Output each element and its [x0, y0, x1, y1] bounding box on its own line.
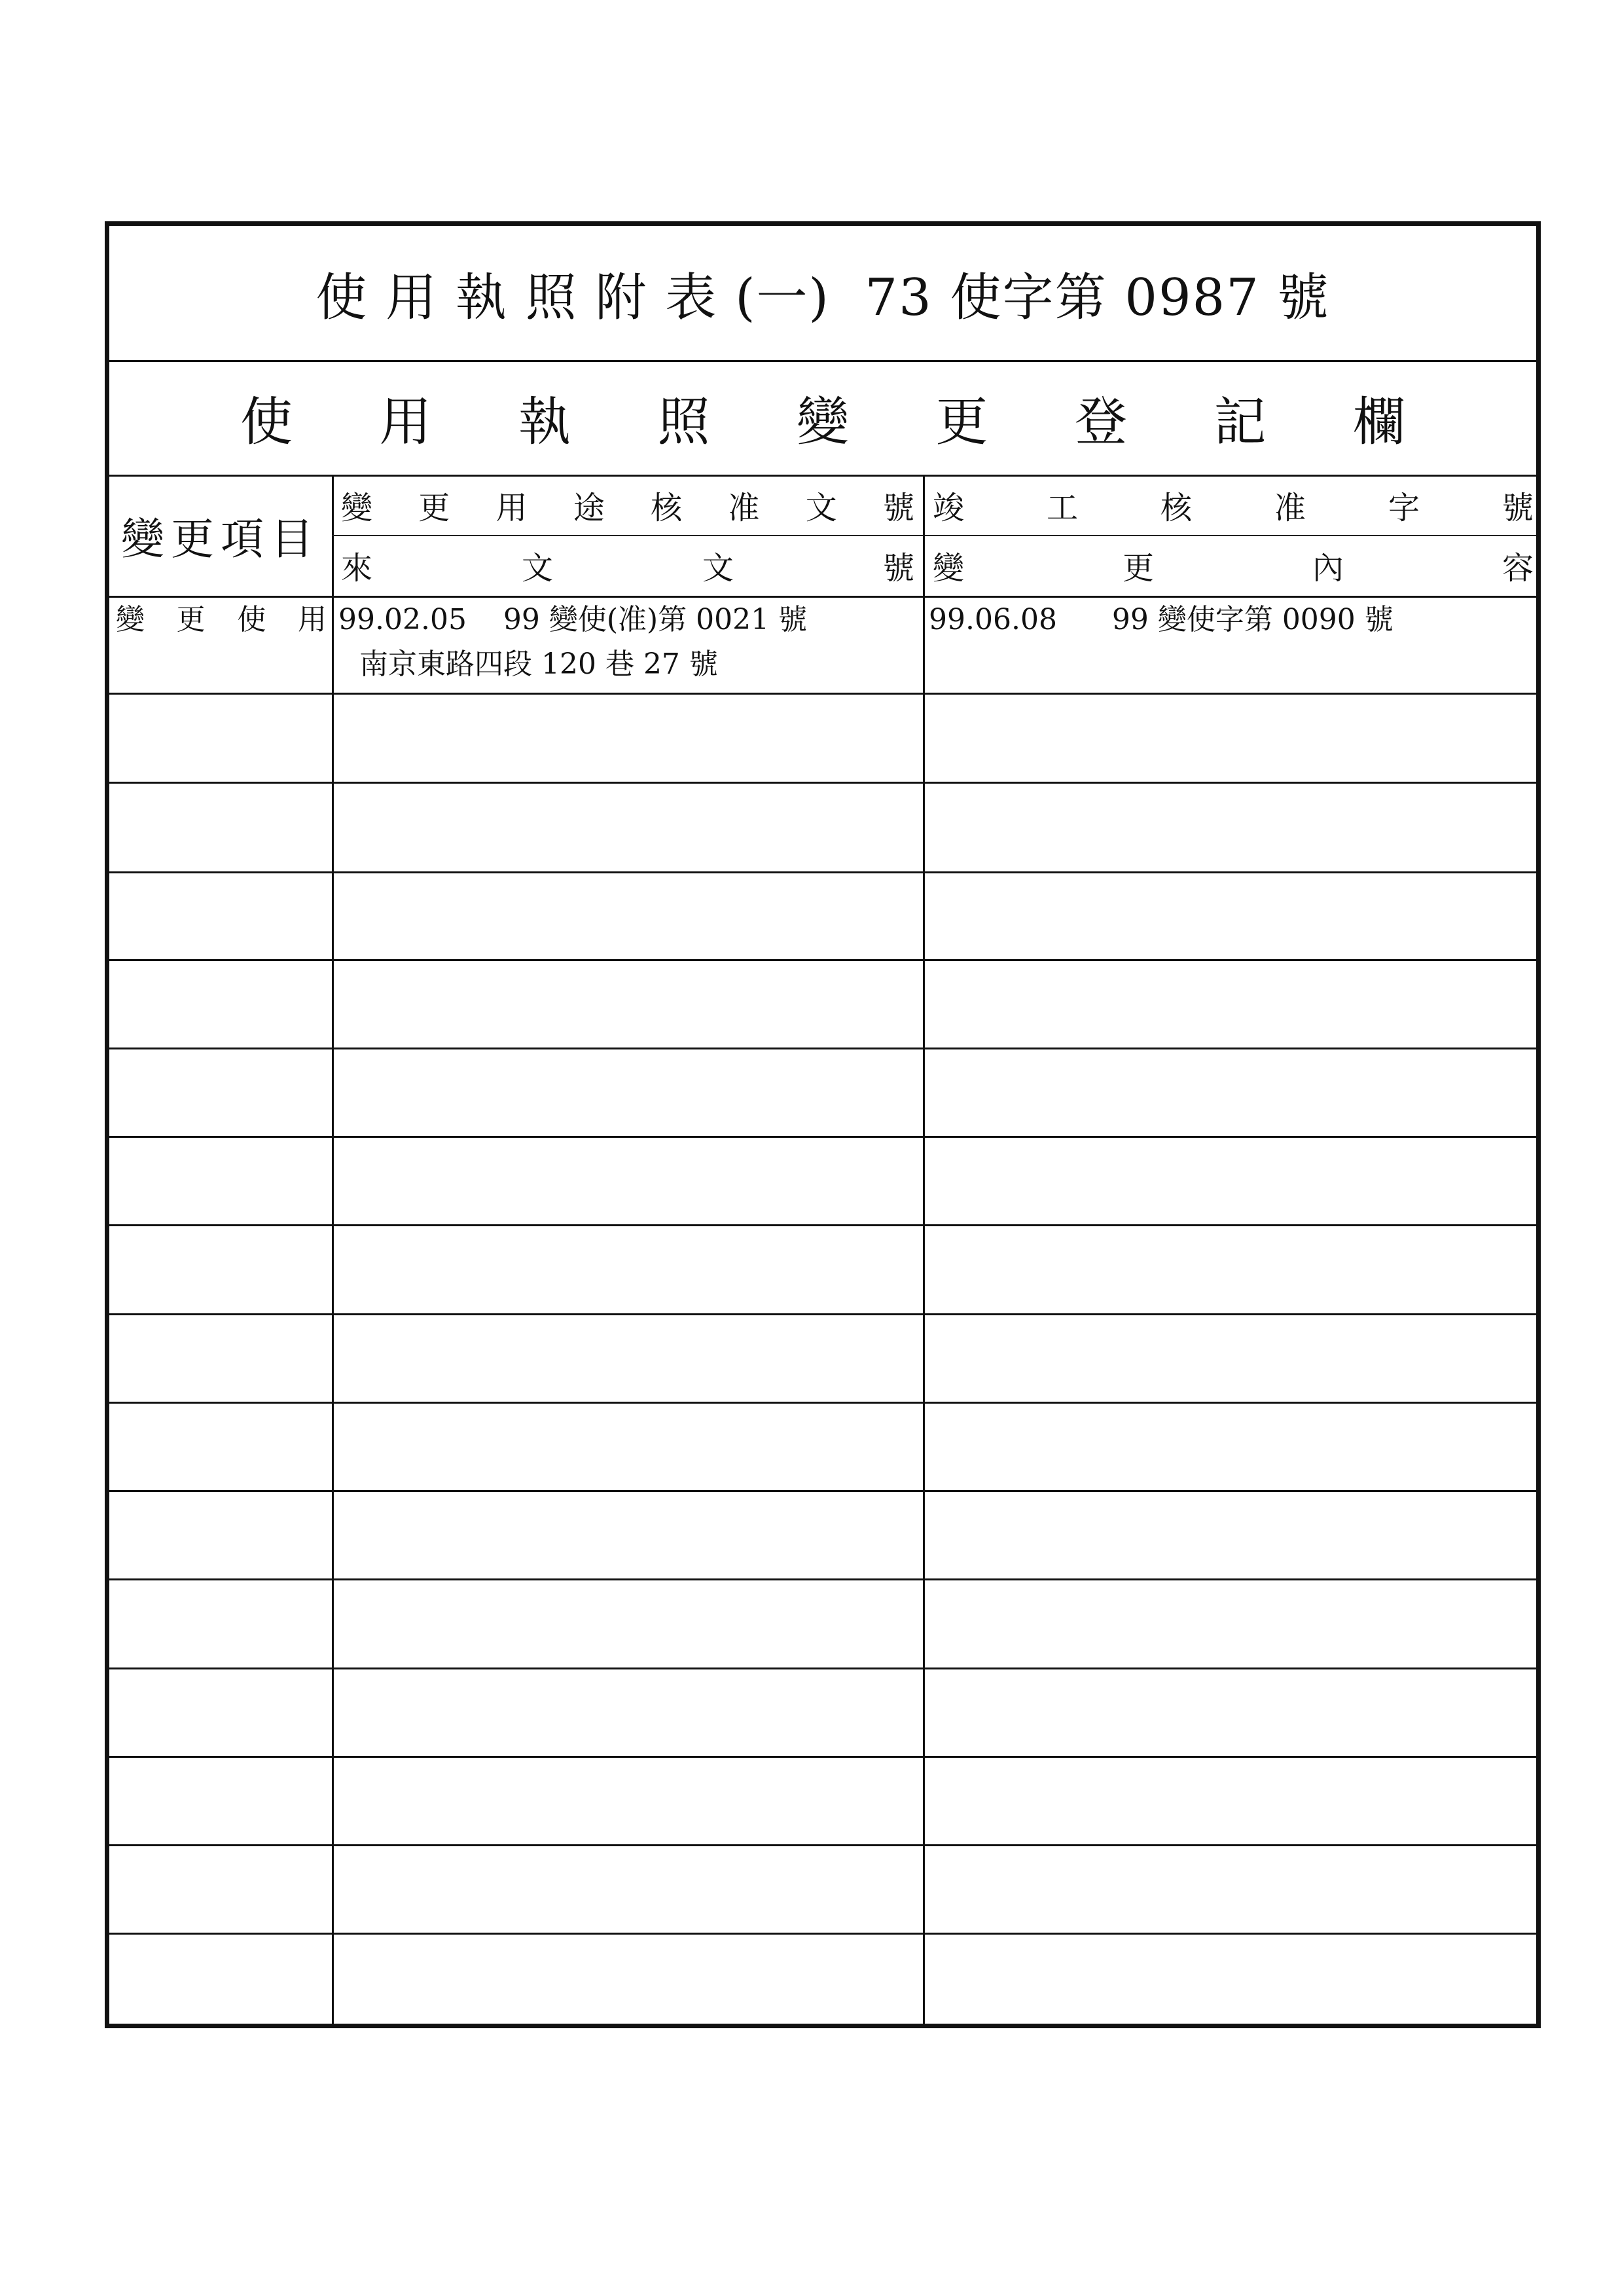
subtitle-char: 記: [1214, 392, 1267, 452]
title-row: [109, 226, 1536, 362]
header-char: 文: [521, 549, 553, 587]
header-completion-no: [929, 475, 1537, 535]
row-divider: [109, 1136, 1536, 1138]
table-header: [109, 475, 1536, 598]
header-char: 變: [933, 549, 965, 587]
row-divider: [109, 871, 1536, 873]
header-char: 內: [1312, 549, 1344, 587]
subtitle-char: 用: [379, 392, 432, 452]
subtitle-char: 登: [1075, 392, 1127, 452]
row-divider: [109, 1756, 1536, 1758]
document-table: [105, 221, 1541, 2028]
row-divider: [109, 1844, 1536, 1846]
row-divider: [109, 1048, 1536, 1049]
subtitle-row: [109, 360, 1536, 477]
header-char: 途: [573, 489, 605, 526]
header-char: 字: [1388, 489, 1420, 526]
column-divider-item: [332, 596, 334, 2024]
header-char: 用: [495, 489, 528, 526]
row-divider: [109, 1402, 1536, 1404]
header-item-label: 變更項目: [109, 475, 334, 596]
row-divider: [109, 959, 1536, 961]
header-char: 工: [1046, 489, 1078, 526]
row-divider: [109, 693, 1536, 695]
header-char: 文: [805, 489, 837, 526]
row-item-char: 使: [237, 603, 266, 636]
subtitle-char: 執: [518, 392, 571, 452]
header-char: 更: [418, 489, 450, 526]
header-char: 變: [341, 489, 373, 526]
header-char: 准: [728, 489, 760, 526]
header-char: 竣: [933, 489, 965, 526]
header-change-content: [929, 535, 1537, 595]
header-char: 准: [1274, 489, 1306, 526]
page-title: 使 用 執 照 附 表 (一) 73 使字第 0987 號: [315, 268, 1330, 327]
row-address: 南京東路四段 120 巷 27 號: [359, 647, 718, 681]
row-divider: [109, 1313, 1536, 1315]
header-char: 核: [1160, 489, 1192, 526]
row-divider: [109, 1578, 1536, 1580]
row-approval-date-no: 99.02.05 99 變使(准)第 0021 號: [338, 603, 808, 636]
subtitle-char: 變: [797, 392, 849, 452]
header-char: 容: [1501, 549, 1534, 587]
subtitle-char: 更: [935, 392, 988, 452]
header-column-divider: [923, 475, 925, 596]
row-item: [116, 603, 327, 638]
header-char: 文: [702, 549, 734, 587]
header-char: 號: [1501, 489, 1534, 526]
row-divider: [109, 1224, 1536, 1226]
register-grid: [109, 475, 1536, 2024]
subtitle-char: 照: [657, 392, 710, 452]
subtitle: [109, 380, 1536, 455]
row-divider: [109, 1933, 1536, 1935]
header-char: 核: [651, 489, 683, 526]
row-divider: [109, 1490, 1536, 1492]
subtitle-char: 欄: [1353, 392, 1405, 452]
header-incoming-doc-no: [337, 535, 918, 595]
row-item-char: 用: [297, 603, 327, 636]
header-char: 來: [341, 549, 373, 587]
header-char: 更: [1122, 549, 1154, 587]
row-item-char: 更: [176, 603, 206, 636]
subtitle-char: 使: [240, 392, 293, 452]
row-completion-date-no: 99.06.08 99 變使字第 0090 號: [929, 603, 1393, 636]
header-char: 號: [882, 549, 914, 587]
header-approval-doc-no: [337, 475, 918, 535]
header-char: 號: [882, 489, 914, 526]
column-divider-content: [923, 596, 925, 2024]
row-divider: [109, 1667, 1536, 1669]
row-item-char: 變: [116, 603, 145, 636]
row-divider: [109, 782, 1536, 784]
